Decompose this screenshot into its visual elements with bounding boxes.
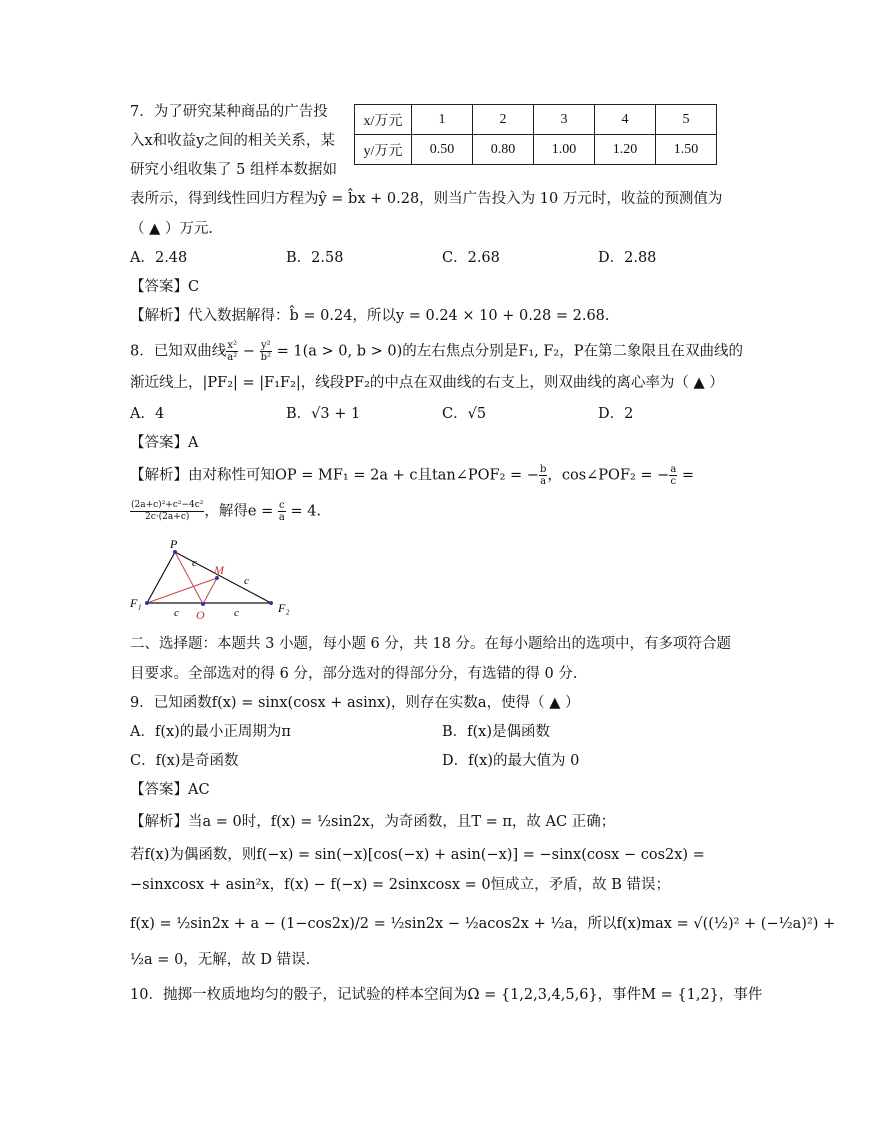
q9-answer: 【答案】AC — [130, 782, 210, 798]
label-c: c — [244, 575, 249, 587]
label-f1: F₁ — [130, 596, 142, 610]
table-cell: 3 — [534, 105, 595, 135]
label-c: c — [234, 607, 239, 619]
q7-line-5: （ ▲ ）万元. — [130, 221, 213, 237]
table-cell: 1.00 — [534, 135, 595, 165]
section-2-heading-line-1: 二、选择题：本题共 3 小题，每小题 6 分，共 18 分。在每小题给出的选项中，有多项符合题 — [130, 636, 732, 652]
q9-option-d: D．f(x)的最大值为 0 — [442, 753, 580, 769]
q8-option-d: D．2 — [598, 406, 634, 422]
segment-pf2 — [175, 552, 271, 603]
label-o: O — [196, 608, 205, 622]
q7-option-a: A．2.48 — [130, 250, 188, 266]
q8-option-a: A．4 — [130, 406, 165, 422]
table-header-x: x/万元 — [355, 105, 412, 135]
point-f1 — [145, 601, 149, 605]
q7-option-d: D．2.88 — [598, 250, 657, 266]
q8-option-c: C．√5 — [442, 406, 487, 422]
q9-analysis-line-3: −sinxcosx + asin²x，f(x) − f(−x) = 2sinxcosx = 0恒成立，矛盾，故 B 错误； — [130, 877, 670, 893]
fraction: $\frac{b}{a}$ — [539, 464, 547, 487]
table-cell: 0.50 — [412, 135, 473, 165]
q9-analysis-line-4: f(x) = ½sin2x + a − (1−cos2x)/2 = ½sin2x − ½acos2x + ½a，所以f(x)max = √((½)² + (−½a)²) + — [130, 916, 836, 932]
fraction: $\frac{\text{x²}}{\text{a²}}$ — [227, 340, 238, 363]
q8-analysis-line-1: 【解析】由对称性可知OP = MF₁ = 2a + c且tan∠POF₂ = − $\frac{b}{a}$ ，cos∠POF₂ = − $\frac{a}{c}$ = — [130, 464, 695, 487]
table-cell: 1.50 — [656, 135, 717, 165]
q7-line-4: 表所示，得到线性回归方程为ŷ = b̂x + 0.28，则当广告投入为 10 万元时，收益的预测值为 — [130, 191, 723, 207]
label-f2: F₂ — [278, 601, 290, 615]
q7-line-2: 入x和收益y之间的相关关系，某 — [130, 133, 335, 149]
segment-f1m — [147, 578, 217, 603]
q8-analysis-line-2: $\frac{\text{(2a+c)²+c²−4c²}}{2c\cdot(2a+c)}$ ，解得e = $\frac{c}{a}$ = 4. — [131, 500, 322, 523]
label-c: c — [192, 557, 197, 569]
q7-data-table — [354, 104, 717, 165]
q9-option-b: B．f(x)是偶函数 — [442, 724, 551, 740]
fraction: $\frac{\text{y²}}{\text{b²}}$ — [260, 340, 272, 363]
q9-analysis-line-5: ½a = 0，无解，故 D 错误. — [130, 952, 311, 968]
q8-stem-start: 8．已知双曲线 — [130, 343, 227, 360]
label-c: c — [174, 607, 179, 619]
q8-answer: 【答案】A — [130, 435, 199, 451]
q8-option-b: B．√3 + 1 — [286, 406, 361, 422]
table-cell: 1.20 — [595, 135, 656, 165]
q7-option-b: B．2.58 — [286, 250, 344, 266]
q9-analysis-line-1: 【解析】当a = 0时，f(x) = ½sin2x，为奇函数，且T = π，故 AC 正确； — [130, 814, 616, 830]
q9-stem: 9．已知函数f(x) = sinx(cosx + asinx)，则存在实数a，使得（ ▲ ） — [130, 695, 580, 711]
table-cell: 5 — [656, 105, 717, 135]
q10-line-1: 10．抛掷一枚质地均匀的骰子，记试验的样本空间为Ω = {1,2,3,4,5,6}，事件M = {1,2}，事件 — [130, 987, 763, 1003]
fraction: $\frac{c}{a}$ — [278, 500, 285, 523]
label-m: M — [214, 563, 224, 577]
fraction: $\frac{\text{(2a+c)²+c²−4c²}}{2c\cdot(2a+c)}$ — [131, 500, 204, 522]
q7-line-3: 研究小组收集了 5 组样本数据如 — [130, 162, 337, 178]
q9-option-c: C．f(x)是奇函数 — [130, 753, 239, 769]
table-row-y — [355, 135, 717, 165]
section-2-heading-line-2: 目要求。全部选对的得 6 分，部分选对的得部分分，有选错的得 0 分. — [130, 666, 578, 682]
q9-option-a: A．f(x)的最小正周期为π — [130, 724, 291, 740]
table-header-y: y/万元 — [355, 135, 412, 165]
q7-line-1: 7．为了研究某种商品的广告投 — [130, 104, 328, 120]
q8-line-2: 渐近线上，|PF₂| = |F₁F₂|，线段PF₂的中点在双曲线的右支上，则双曲线的离心率为（ ▲ ） — [130, 375, 724, 391]
hyperbola-geometry-figure — [128, 536, 298, 622]
table-cell: 1 — [412, 105, 473, 135]
segment-pf1 — [147, 552, 175, 603]
q7-answer: 【答案】C — [130, 279, 200, 295]
table-cell: 2 — [473, 105, 534, 135]
point-o — [201, 602, 205, 606]
fraction: $\frac{a}{c}$ — [670, 464, 677, 487]
label-p: P — [170, 537, 178, 551]
q7-analysis: 【解析】代入数据解得：b̂ = 0.24，所以y = 0.24 × 10 + 0.28 = 2.68. — [130, 308, 610, 324]
point-f2 — [269, 601, 273, 605]
table-row-x — [355, 105, 717, 135]
table-cell: 4 — [595, 105, 656, 135]
q8-line-1: 8．已知双曲线 $\frac{\text{x²}}{\text{a²}}$ − $\frac{\text{y²}}{\text{b²}}$ = 1(a > 0, b > 0)的左右焦点分别是F₁, F₂，P在第二象限且在双曲线的 — [130, 340, 743, 363]
q9-analysis-line-2: 若f(x)为偶函数，则f(−x) = sin(−x)[cos(−x) + asin(−x)] = −sinx(cosx − cos2x) = — [130, 847, 705, 863]
table-cell: 0.80 — [473, 135, 534, 165]
q7-option-c: C．2.68 — [442, 250, 500, 266]
